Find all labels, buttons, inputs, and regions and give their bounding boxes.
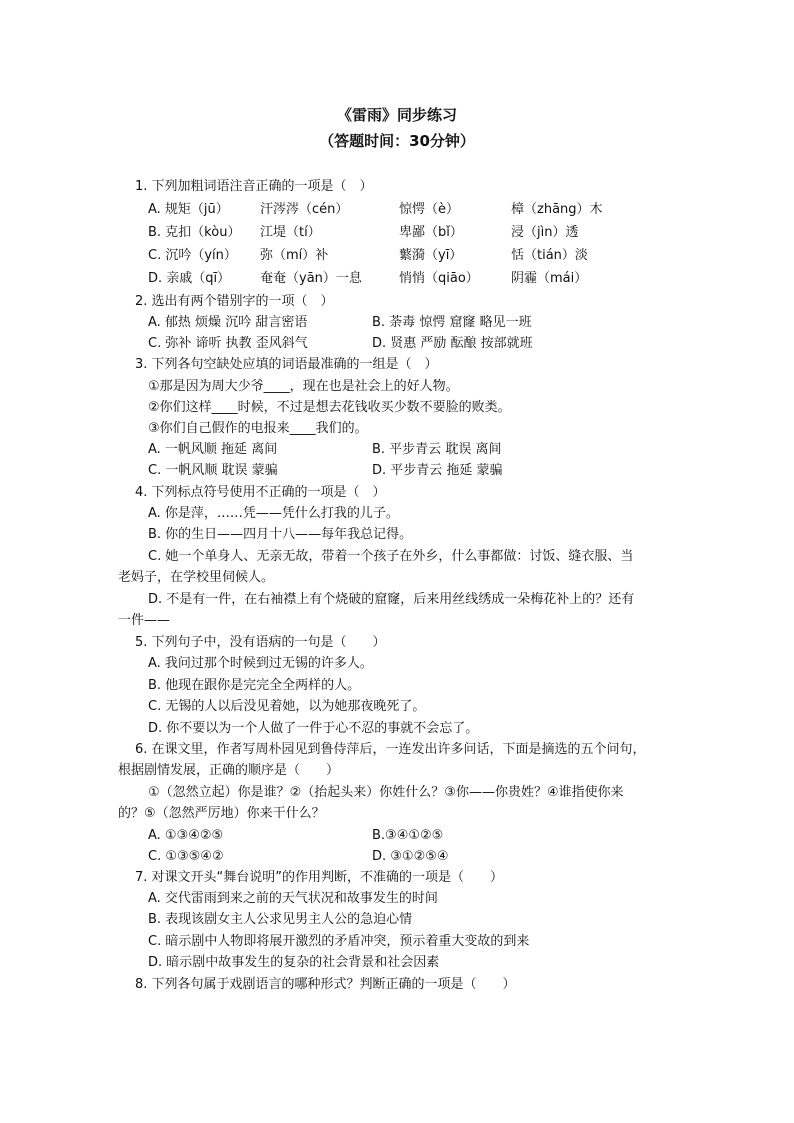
- q6-option-d: D. ③①②⑤④: [372, 849, 449, 864]
- q1-option-d1: D. 亲戚（qī）: [148, 271, 231, 286]
- question-8-stem: 8. 下列各句属于戏剧语言的哪种形式？判断正确的一项是（ ）: [135, 977, 516, 992]
- q2-option-a: A. 郁热 烦燥 沉吟 甜言密语: [148, 315, 308, 330]
- q5-option-b: B. 他现在跟你是完完全全两样的人。: [148, 678, 361, 693]
- q1-option-c3: 蘩漪（yī）: [399, 248, 463, 263]
- q4-option-d-line2: 一件——: [118, 613, 171, 628]
- q3-option-d: D. 平步青云 拖延 蒙骗: [372, 463, 503, 478]
- q1-option-b1: B. 克扣（kòu）: [148, 225, 241, 240]
- q4-option-c-line2: 老妈子，在学校里伺候人。: [118, 570, 275, 585]
- document-subtitle: （答题时间：30分钟）: [319, 132, 475, 150]
- q7-option-a: A. 交代雷雨到来之前的天气状况和故事发生的时间: [148, 891, 438, 906]
- q4-option-a: A. 你是萍，……凭——凭什么打我的儿子。: [148, 506, 399, 521]
- question-1-stem: 1. 下列加粗词语注音正确的一项是（ ）: [135, 179, 373, 194]
- q1-option-d3: 悄悄（qiāo）: [399, 271, 479, 286]
- question-5-stem: 5. 下列句子中，没有语病的一句是（ ）: [135, 635, 386, 650]
- q1-option-a2: 汗涔涔（cén）: [260, 202, 349, 217]
- q1-option-b3: 卑鄙（bǐ）: [399, 225, 463, 240]
- q1-option-b2: 江堤（tí）: [260, 225, 321, 240]
- question-6-stem-line2: 根据剧情发展，正确的顺序是（ ）: [118, 763, 340, 778]
- question-6-stem-line1: 6. 在课文里，作者写周朴园见到鲁侍萍后，一连发出许多问话，下面是摘选的五个问句，: [135, 742, 646, 757]
- q2-option-c: C. 弥补 谛听 执教 歪风斜气: [148, 336, 308, 351]
- q7-option-c: C. 暗示剧中人物即将展开激烈的矛盾冲突，预示着重大变故的到来: [148, 934, 530, 949]
- q2-option-d: D. 贤惠 严励 酝酿 按部就班: [372, 336, 533, 351]
- q5-option-c: C. 无锡的人以后没见着她，以为她那夜晚死了。: [148, 699, 426, 714]
- q6-option-c: C. ①③⑤④②: [148, 849, 224, 864]
- q1-option-c1: C. 沉吟（yín）: [148, 248, 237, 263]
- q4-option-c-line1: C. 她一个单身人、无亲无故，带着一个孩子在外乡，什么事都做：讨饭、缝衣服、当: [148, 549, 634, 564]
- q1-option-a4: 樟（zhāng）木: [511, 202, 603, 217]
- q7-option-b: B. 表现该剧女主人公求见男主人公的急迫心情: [148, 912, 413, 927]
- q1-option-a3: 惊愕（è）: [399, 202, 459, 217]
- q4-option-d-line1: D. 不是有一件，在右袖襟上有个烧破的窟窿，后来用丝线绣成一朵梅花补上的？还有: [148, 592, 635, 607]
- q1-option-c4: 恬（tián）淡: [511, 248, 588, 263]
- q3-sentence-3: ③你们自己假作的电报来____我们的。: [148, 421, 368, 436]
- q1-option-b4: 浸（jìn）透: [511, 225, 579, 240]
- q3-sentence-2: ②你们这样____时候，不过是想去花钱收买少数不要脸的败类。: [148, 400, 511, 415]
- q4-option-b: B. 你的生日——四月十八——每年我总记得。: [148, 527, 413, 542]
- q1-option-d4: 阴霾（mái）: [511, 271, 588, 286]
- q5-option-a: A. 我问过那个时候到过无锡的许多人。: [148, 656, 373, 671]
- q3-option-a: A. 一帆风顺 拖延 离间: [148, 442, 278, 457]
- q7-option-d: D. 暗示剧中故事发生的复杂的社会背景和社会因素: [148, 955, 440, 970]
- q6-option-a: A. ①③④②⑤: [148, 828, 224, 843]
- question-2-stem: 2. 选出有两个错别字的一项（ ）: [135, 294, 334, 309]
- q6-body-line2: 的？⑤（忽然严厉地）你来干什么？: [118, 806, 325, 821]
- q2-option-b: B. 荼毒 惊愕 窟窿 略见一班: [372, 315, 532, 330]
- q5-option-d: D. 你不要以为一个人做了一件于心不忍的事就不会忘了。: [148, 721, 479, 736]
- question-3-stem: 3. 下列各句空缺处应填的词语最准确的一组是（ ）: [135, 357, 438, 372]
- q3-option-b: B. 平步青云 耽误 离间: [372, 442, 502, 457]
- q6-body-line1: ①（忽然立起）你是谁？②（抬起头来）你姓什么？③你——你贵姓？④谁指使你来: [148, 785, 624, 800]
- question-4-stem: 4. 下列标点符号使用不正确的一项是（ ）: [135, 485, 386, 500]
- q3-sentence-1: ①那是因为周大少爷____，现在也是社会上的好人物。: [148, 379, 459, 394]
- q1-option-c2: 弥（mí）补: [260, 248, 329, 263]
- q1-option-a1: A. 规矩（jū）: [148, 202, 229, 217]
- question-7-stem: 7. 对课文开头“舞台说明”的作用判断，不准确的一项是（ ）: [135, 870, 504, 885]
- document-title: 《雷雨》同步练习: [336, 106, 457, 124]
- q6-option-b: B.③④①②⑤: [372, 828, 444, 843]
- q1-option-d2: 奄奄（yān）一息: [260, 271, 362, 286]
- q3-option-c: C. 一帆风顺 耽误 蒙骗: [148, 463, 278, 478]
